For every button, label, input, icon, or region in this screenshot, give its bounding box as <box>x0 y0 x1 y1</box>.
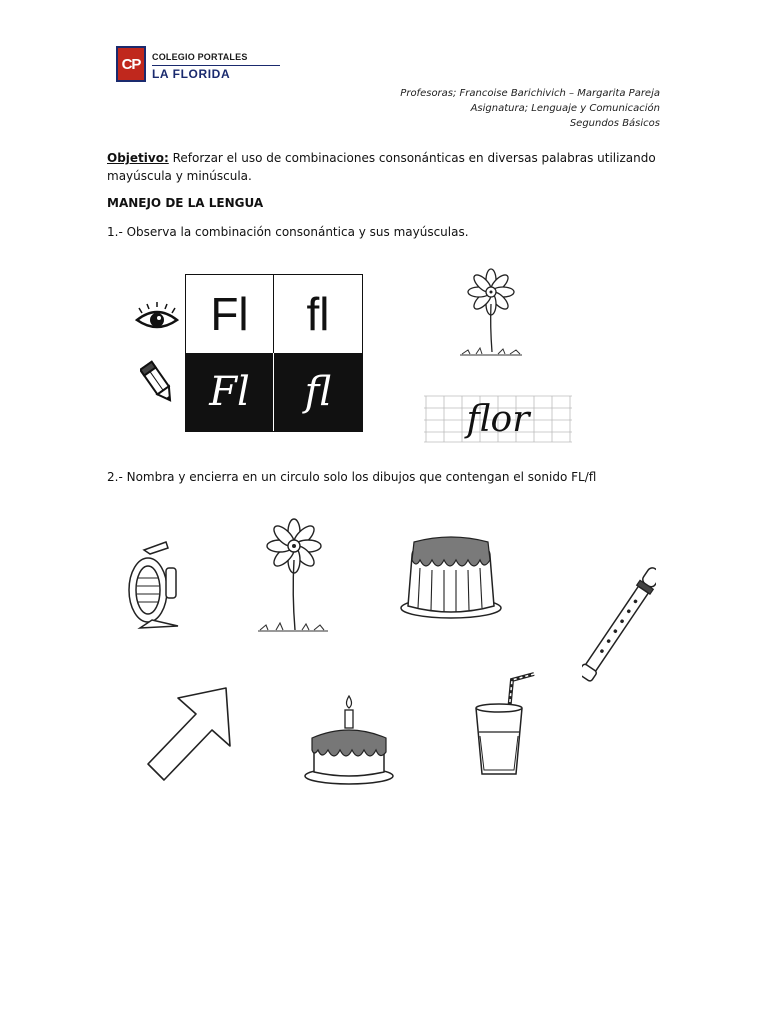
glass-with-straw-icon <box>472 670 544 780</box>
header-grade: Segundos Básicos <box>569 118 660 129</box>
eye-icon <box>134 302 180 336</box>
flan-icon <box>398 530 504 624</box>
print-upper: Fl <box>210 288 249 340</box>
flute-icon <box>582 556 656 692</box>
pencil-icon <box>140 360 176 406</box>
exercise2-instruction: 2.- Nombra y encierra en un circulo solo los dibujos que contengan el sonido FL/fl <box>107 470 597 484</box>
word-flor-grid <box>424 394 572 444</box>
school-logo <box>116 46 286 86</box>
header-professors: Profesoras; Francoise Barichivich – Margarita Pareja <box>400 88 660 99</box>
header-subject: Asignatura; Lenguaje y Comunicación <box>470 103 660 114</box>
arrow-icon <box>142 684 238 784</box>
print-upper-cell <box>186 275 274 353</box>
script-upper: Fl <box>209 369 250 415</box>
script-upper-cell <box>186 353 274 431</box>
script-lower-cell <box>274 353 362 431</box>
logo-seal: CP <box>116 46 146 82</box>
logo-rule <box>152 65 280 66</box>
exercise1-instruction: 1.- Observa la combinación consonántica y sus mayúsculas. <box>107 225 469 239</box>
horn-icon <box>122 536 184 634</box>
objective-label: Objetivo: <box>107 151 169 165</box>
print-lower-cell <box>274 275 362 353</box>
logo-line2: LA FLORIDA <box>152 67 231 81</box>
print-lower: fl <box>306 288 330 340</box>
section-title: MANEJO DE LA LENGUA <box>107 196 264 210</box>
flower-large-icon <box>256 514 332 636</box>
flower-icon <box>458 264 524 360</box>
objective <box>107 149 667 185</box>
logo-line1: COLEGIO PORTALES <box>152 52 248 62</box>
cake-icon <box>302 692 396 790</box>
letter-chart <box>185 274 363 432</box>
objective-text-line2: mayúscula y minúscula. <box>107 169 252 183</box>
script-lower: fl <box>304 369 332 415</box>
word-flor: flor <box>466 399 530 440</box>
objective-text-line1: Reforzar el uso de combinaciones consonánticas en diversas palabras utilizando <box>172 151 656 165</box>
